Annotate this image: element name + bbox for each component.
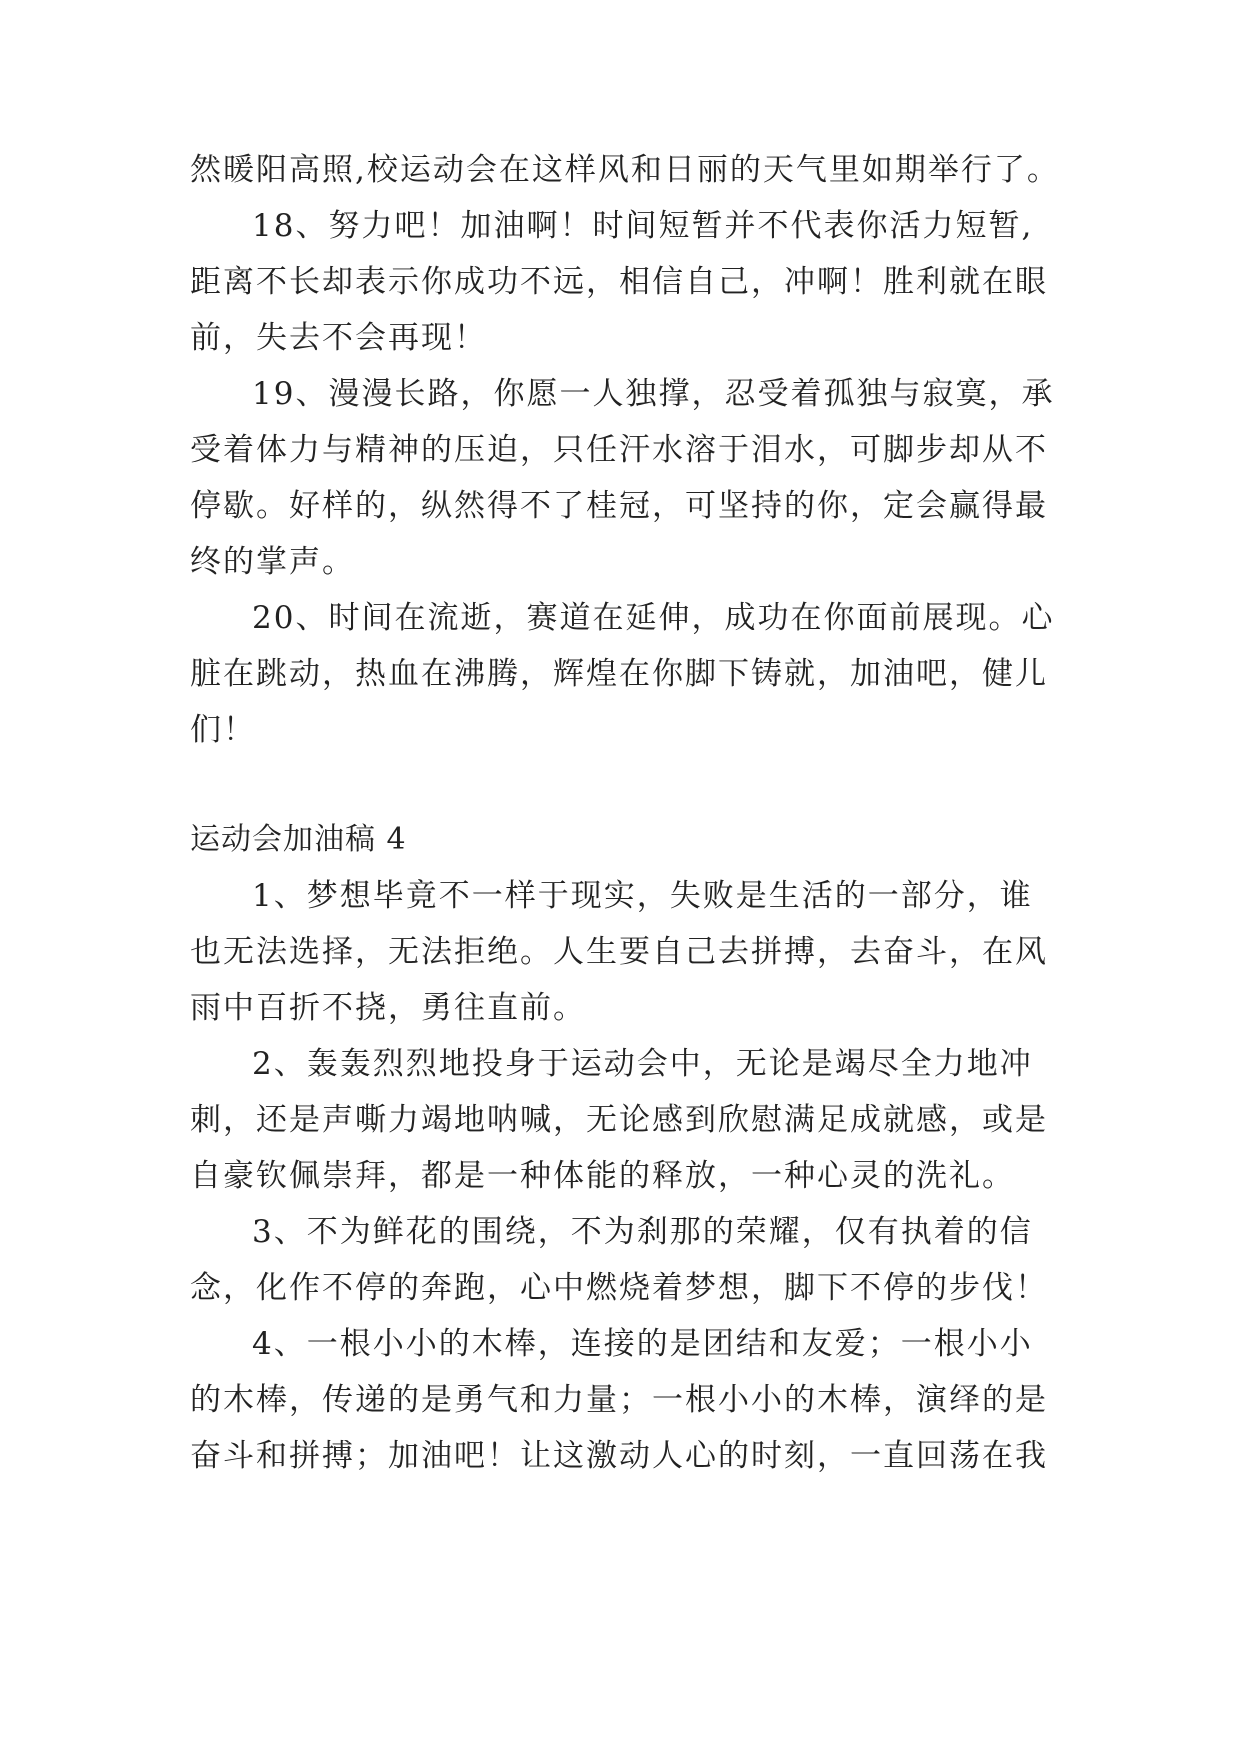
paragraph-line: 2、轰轰烈烈地投身于运动会中，无论是竭尽全力地冲 [252, 1046, 1033, 1082]
paragraph-line: 18、努力吧！加油啊！时间短暂并不代表你活力短暂, [252, 208, 1034, 244]
paragraph-line: 距离不长却表示你成功不远，相信自己，冲啊！胜利就在眼 [190, 264, 1048, 300]
paragraph-line: 停歇。好样的，纵然得不了桂冠，可坚持的你，定会赢得最 [190, 488, 1048, 524]
paragraph-line: 自豪钦佩崇拜，都是一种体能的释放，一种心灵的洗礼。 [190, 1158, 1015, 1194]
paragraph-line: 终的掌声。 [190, 544, 355, 580]
paragraph-line: 也无法选择，无法拒绝。人生要自己去拼搏，去奋斗，在风 [190, 934, 1048, 970]
paragraph-line: 20、时间在流逝，赛道在延伸，成功在你面前展现。心 [252, 600, 1055, 636]
section-heading: 运动会加油稿 4 [190, 822, 407, 857]
paragraph-line: 4、一根小小的木棒，连接的是团结和友爱；一根小小 [252, 1326, 1033, 1362]
paragraph-line: 前，失去不会再现！ [190, 320, 487, 356]
paragraph-line: 雨中百折不挠，勇往直前。 [190, 990, 586, 1026]
paragraph-line: 刺，还是声嘶力竭地呐喊，无论感到欣慰满足成就感，或是 [190, 1102, 1048, 1138]
paragraph-line: 念，化作不停的奔跑，心中燃烧着梦想，脚下不停的步伐！ [190, 1270, 1048, 1306]
paragraph-line: 然暖阳高照,校运动会在这样风和日丽的天气里如期举行了。 [190, 152, 1060, 188]
paragraph-line: 3、不为鲜花的围绕，不为刹那的荣耀，仅有执着的信 [252, 1214, 1033, 1250]
paragraph-line: 的木棒，传递的是勇气和力量；一根小小的木棒，演绎的是 [190, 1382, 1048, 1418]
paragraph-line: 受着体力与精神的压迫，只任汗水溶于泪水，可脚步却从不 [190, 432, 1048, 468]
paragraph-line: 脏在跳动，热血在沸腾，辉煌在你脚下铸就，加油吧，健儿 [190, 656, 1048, 692]
paragraph-line: 奋斗和拼搏；加油吧！让这激动人心的时刻，一直回荡在我 [190, 1438, 1048, 1474]
paragraph-line: 们！ [190, 712, 256, 748]
paragraph-line: 1、梦想毕竟不一样于现实，失败是生活的一部分，谁 [252, 878, 1033, 914]
paragraph-line: 19、漫漫长路，你愿一人独撑，忍受着孤独与寂寞，承 [252, 376, 1055, 412]
